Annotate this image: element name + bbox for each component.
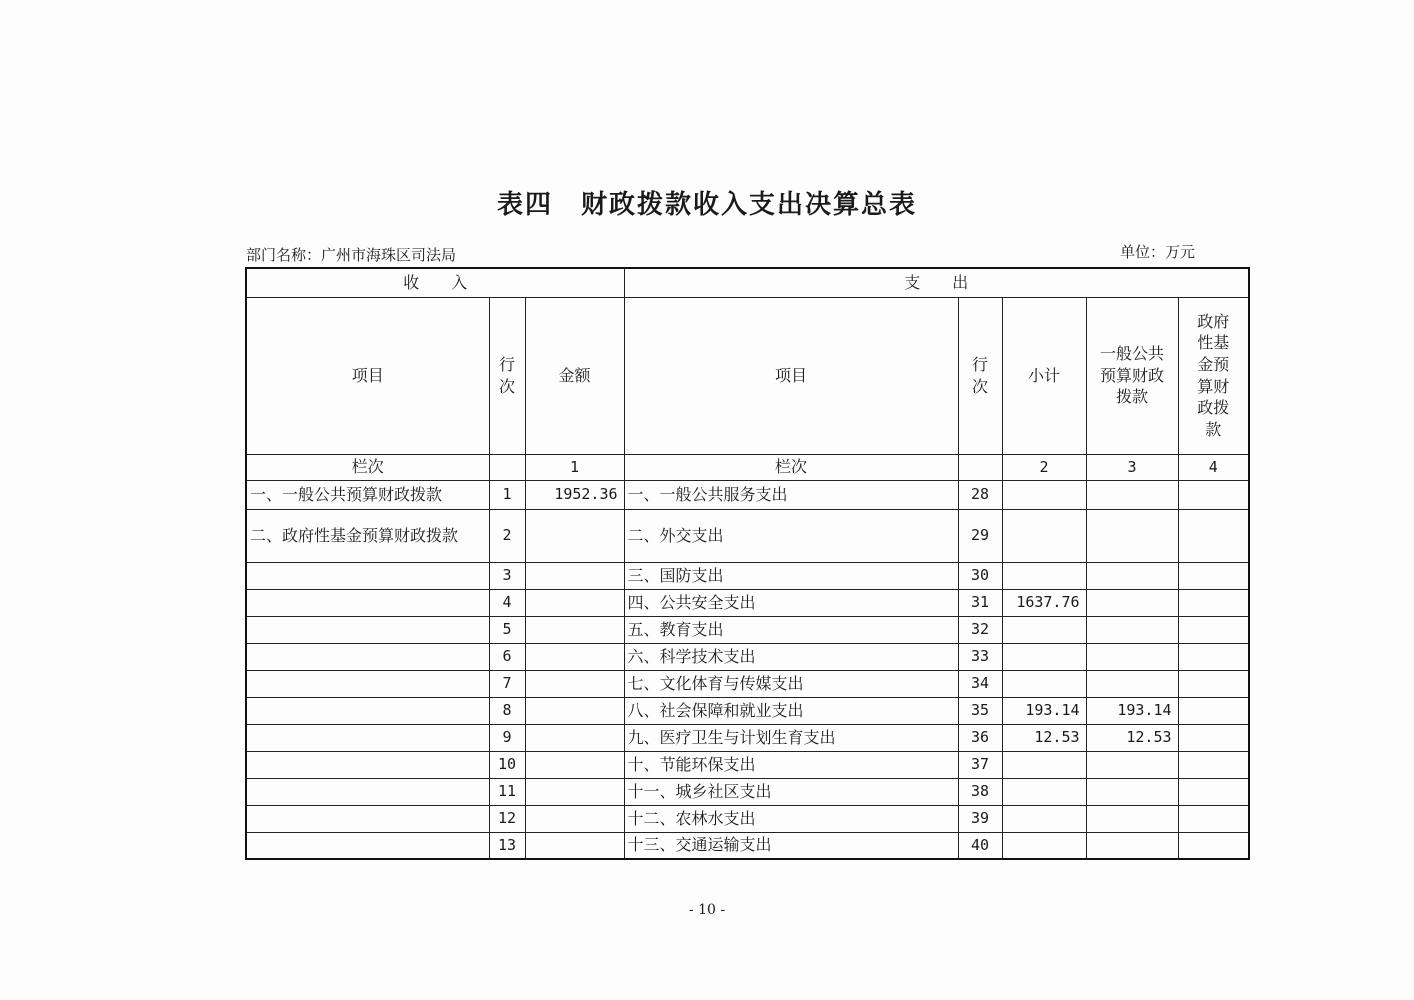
income-rowno-cell: 5 [489, 616, 525, 643]
table-row [246, 562, 1249, 589]
expense-header: 支 出 [624, 268, 1249, 297]
gov-fund-header: 政府性基金预算财政拨款 [1178, 297, 1249, 454]
subtotal-cell [1002, 670, 1086, 697]
income-item-cell [246, 670, 489, 697]
table-row [246, 643, 1249, 670]
unit-label: 单位：万元 [1120, 243, 1196, 261]
income-item-cell: 二、政府性基金预算财政拨款 [246, 509, 489, 562]
subtotal-header: 小计 [1002, 297, 1086, 454]
gov-fund-cell [1178, 697, 1249, 724]
subtotal-cell [1002, 562, 1086, 589]
column-index-empty [958, 454, 1002, 480]
general-budget-cell [1086, 778, 1178, 805]
income-item-cell [246, 697, 489, 724]
general-budget-cell: 12.53 [1086, 724, 1178, 751]
gov-fund-cell [1178, 589, 1249, 616]
expense-item-cell: 十一、城乡社区支出 [624, 778, 958, 805]
expense-rowno-cell: 36 [958, 724, 1002, 751]
page-number: - 10 - [688, 902, 726, 918]
section-header-row [246, 268, 1249, 297]
income-item-cell [246, 805, 489, 832]
income-amount-cell [525, 751, 624, 778]
expense-rowno-cell: 33 [958, 643, 1002, 670]
column-index-label-right: 栏次 [624, 454, 958, 480]
subtotal-cell [1002, 643, 1086, 670]
general-budget-cell [1086, 589, 1178, 616]
income-rowno-cell: 12 [489, 805, 525, 832]
gov-fund-cell [1178, 616, 1249, 643]
income-rowno-cell: 1 [489, 480, 525, 509]
gov-fund-cell [1178, 724, 1249, 751]
expense-rowno-cell: 39 [958, 805, 1002, 832]
subtotal-cell [1002, 832, 1086, 859]
table-row [246, 670, 1249, 697]
income-rowno-cell: 11 [489, 778, 525, 805]
expense-item-cell: 九、医疗卫生与计划生育支出 [624, 724, 958, 751]
subtotal-cell: 12.53 [1002, 724, 1086, 751]
general-budget-cell [1086, 509, 1178, 562]
gov-fund-cell [1178, 805, 1249, 832]
income-rowno-header: 行次 [489, 297, 525, 454]
column-index-1: 1 [525, 454, 624, 480]
general-budget-cell [1086, 480, 1178, 509]
income-amount-cell [525, 643, 624, 670]
general-budget-header: 一般公共预算财政拨款 [1086, 297, 1178, 454]
gov-fund-cell [1178, 643, 1249, 670]
expense-item-cell: 十、节能环保支出 [624, 751, 958, 778]
general-budget-cell [1086, 562, 1178, 589]
general-budget-cell [1086, 616, 1178, 643]
income-amount-cell [525, 589, 624, 616]
subtotal-cell [1002, 751, 1086, 778]
table-row [246, 805, 1249, 832]
column-index-3: 3 [1086, 454, 1178, 480]
table-row [246, 751, 1249, 778]
expense-item-cell: 八、社会保障和就业支出 [624, 697, 958, 724]
budget-table [245, 267, 1250, 860]
income-amount-cell [525, 562, 624, 589]
general-budget-cell [1086, 643, 1178, 670]
expense-item-cell: 三、国防支出 [624, 562, 958, 589]
expense-item-cell: 四、公共安全支出 [624, 589, 958, 616]
general-budget-cell [1086, 805, 1178, 832]
income-amount-cell [525, 697, 624, 724]
income-amount-header: 金额 [525, 297, 624, 454]
page-title: 表四 财政拨款收入支出决算总表 [496, 190, 917, 220]
table-row [246, 509, 1249, 562]
income-item-cell [246, 562, 489, 589]
income-item-cell [246, 616, 489, 643]
expense-item-cell: 十三、交通运输支出 [624, 832, 958, 859]
column-index-2: 2 [1002, 454, 1086, 480]
table-body [246, 480, 1249, 859]
income-item-header: 项目 [246, 297, 489, 454]
income-amount-cell: 1952.36 [525, 480, 624, 509]
expense-item-cell: 二、外交支出 [624, 509, 958, 562]
gov-fund-cell [1178, 670, 1249, 697]
table-row [246, 616, 1249, 643]
income-rowno-cell: 9 [489, 724, 525, 751]
column-index-empty [489, 454, 525, 480]
expense-rowno-cell: 37 [958, 751, 1002, 778]
expense-rowno-cell: 32 [958, 616, 1002, 643]
expense-rowno-cell: 28 [958, 480, 1002, 509]
income-amount-cell [525, 724, 624, 751]
table-row [246, 480, 1249, 509]
income-item-cell [246, 778, 489, 805]
subtotal-cell [1002, 805, 1086, 832]
income-rowno-cell: 13 [489, 832, 525, 859]
income-item-cell [246, 724, 489, 751]
column-header-row [246, 297, 1249, 454]
expense-item-cell: 一、一般公共服务支出 [624, 480, 958, 509]
column-index-4: 4 [1178, 454, 1249, 480]
expense-rowno-cell: 31 [958, 589, 1002, 616]
gov-fund-cell [1178, 832, 1249, 859]
general-budget-cell: 193.14 [1086, 697, 1178, 724]
income-item-cell [246, 643, 489, 670]
column-index-label-left: 栏次 [246, 454, 489, 480]
income-rowno-cell: 7 [489, 670, 525, 697]
income-amount-cell [525, 832, 624, 859]
table-row [246, 832, 1249, 859]
expense-rowno-cell: 35 [958, 697, 1002, 724]
income-item-cell [246, 751, 489, 778]
general-budget-cell [1086, 751, 1178, 778]
income-rowno-cell: 2 [489, 509, 525, 562]
gov-fund-cell [1178, 778, 1249, 805]
gov-fund-cell [1178, 509, 1249, 562]
subtotal-cell [1002, 778, 1086, 805]
column-index-row [246, 454, 1249, 480]
income-rowno-cell: 8 [489, 697, 525, 724]
gov-fund-cell [1178, 562, 1249, 589]
expense-item-header: 项目 [624, 297, 958, 454]
expense-item-cell: 十二、农林水支出 [624, 805, 958, 832]
subtotal-cell: 193.14 [1002, 697, 1086, 724]
expense-item-cell: 五、教育支出 [624, 616, 958, 643]
gov-fund-cell [1178, 480, 1249, 509]
income-amount-cell [525, 778, 624, 805]
income-rowno-cell: 6 [489, 643, 525, 670]
income-rowno-cell: 4 [489, 589, 525, 616]
table-row [246, 697, 1249, 724]
income-item-cell [246, 589, 489, 616]
table-row [246, 778, 1249, 805]
income-amount-cell [525, 805, 624, 832]
income-amount-cell [525, 616, 624, 643]
expense-item-cell: 六、科学技术支出 [624, 643, 958, 670]
general-budget-cell [1086, 670, 1178, 697]
income-rowno-cell: 10 [489, 751, 525, 778]
expense-item-cell: 七、文化体育与传媒支出 [624, 670, 958, 697]
expense-rowno-cell: 38 [958, 778, 1002, 805]
department-name: 部门名称：广州市海珠区司法局 [246, 246, 457, 264]
income-rowno-cell: 3 [489, 562, 525, 589]
expense-rowno-cell: 34 [958, 670, 1002, 697]
income-item-cell [246, 832, 489, 859]
expense-rowno-cell: 30 [958, 562, 1002, 589]
table-row [246, 589, 1249, 616]
subtotal-cell: 1637.76 [1002, 589, 1086, 616]
subtotal-cell [1002, 480, 1086, 509]
income-amount-cell [525, 670, 624, 697]
subtotal-cell [1002, 616, 1086, 643]
expense-rowno-header: 行次 [958, 297, 1002, 454]
subtotal-cell [1002, 509, 1086, 562]
gov-fund-cell [1178, 751, 1249, 778]
table-row [246, 724, 1249, 751]
income-amount-cell [525, 509, 624, 562]
expense-rowno-cell: 40 [958, 832, 1002, 859]
expense-rowno-cell: 29 [958, 509, 1002, 562]
income-header: 收 入 [246, 268, 624, 297]
income-item-cell: 一、一般公共预算财政拨款 [246, 480, 489, 509]
general-budget-cell [1086, 832, 1178, 859]
